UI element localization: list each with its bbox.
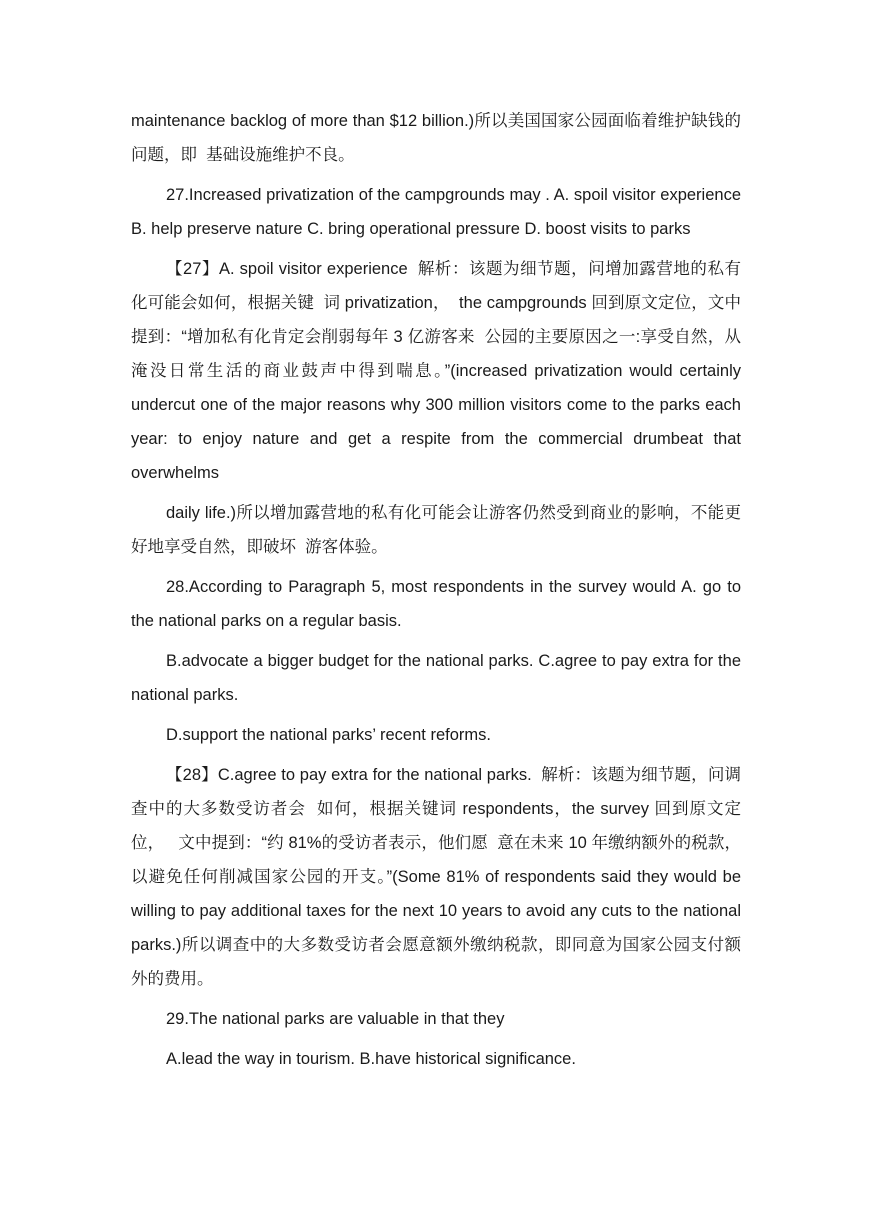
answer-27-explanation: 【27】A. spoil visitor experience 解析：该题为细节题，问增加露营地的私有化可能会如何，根据关键 词 privatization， the campgrounds 回到原文定位，文中提到：“增加私有化肯定会削弱每年 3 亿游客来 公园的主要原因之一:享受自然，从淹没日常生活的商业鼓声中得到喘息。”(increased privatization would certainly undercut one of the major reasons why 300 million visitors come to the parks each year: to enjoy nature and get a respite from the commercial drumbeat that overwhelms — [131, 260, 746, 482]
question-28-option-d: D.support the national parks’ recent reforms. — [166, 726, 491, 744]
question-27: 27.Increased privatization of the campgrounds may . A. spoil visitor experience B. help preserve nature C. bring operational pressure D. boost visits to parks — [131, 186, 746, 238]
answer-28-explanation: 【28】C.agree to pay extra for the national parks. 解析：该题为细节题，问调查中的大多数受访者会 如何，根据关键词 respondents，the survey 回到原文定位， 文中提到：“约 81%的受访者表示，他们愿 意在未来 10 年缴纳额外的税款，以避免任何削减国家公园的开支。”(Some 81% of respondents said they would be willing to pay additional taxes for the next 10 years to avoid any cuts to the national parks.)所以调查中的大多数受访者会愿意额外缴纳税款，即同意为国家公园支付额外的费用。 — [131, 766, 746, 988]
document-body — [131, 104, 746, 1082]
question-28-options-b-c: B.advocate a bigger budget for the national parks. C.agree to pay extra for the national parks. — [131, 652, 746, 704]
answer-27-continuation: daily life.)所以增加露营地的私有化可能会让游客仍然受到商业的影响，不能更好地享受自然，即破坏 游客体验。 — [131, 504, 741, 556]
question-28: 28.According to Paragraph 5, most respondents in the survey would A. go to the national parks on a regular basis. — [131, 578, 746, 630]
question-29: 29.The national parks are valuable in that they — [166, 1010, 505, 1028]
question-29-options-a-b: A.lead the way in tourism. B.have historical significance. — [166, 1050, 576, 1068]
paragraph-backlog-explanation: maintenance backlog of more than $12 billion.)所以美国国家公园面临着维护缺钱的问题，即 基础设施维护不良。 — [131, 112, 741, 164]
